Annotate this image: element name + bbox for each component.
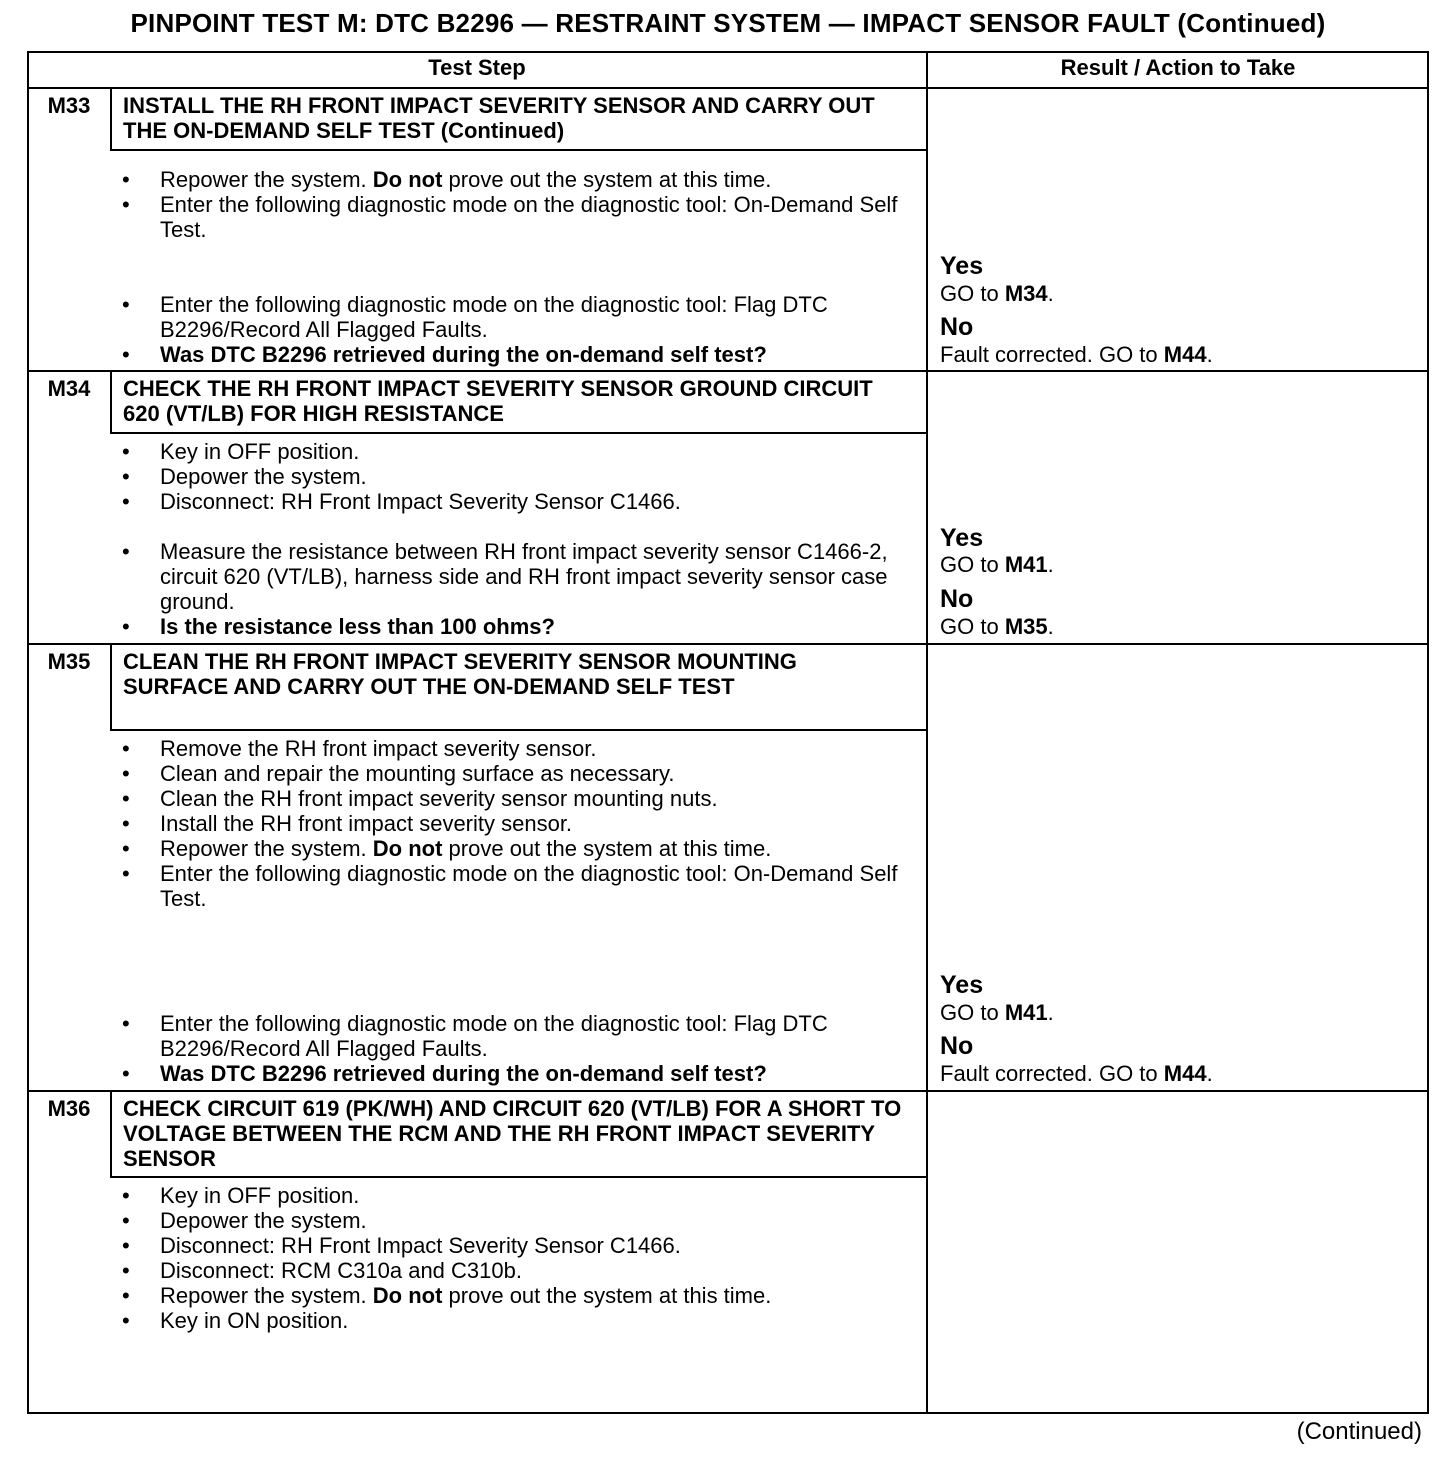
row-divider	[27, 1090, 1429, 1092]
row-divider	[27, 643, 1429, 645]
id-divider	[110, 89, 112, 150]
title-divider	[110, 1176, 926, 1178]
step-title-m34: CHECK THE RH FRONT IMPACT SEVERITY SENSOR GROUND CIRCUIT 620 (VT/LB) FOR HIGH RESISTANCE	[123, 376, 873, 426]
id-divider	[110, 1092, 112, 1177]
yes-label: Yes	[940, 252, 984, 280]
header-test-step: Test Step	[428, 55, 526, 80]
step-title-m36: CHECK CIRCUIT 619 (PK/WH) AND CIRCUIT 620 (VT/LB) FOR A SHORT TO VOLTAGE BETWEEN THE RCM AND THE RH FRONT IMPACT SEVERITY SENSOR	[123, 1096, 902, 1171]
header-result-action: Result / Action to Take	[1060, 55, 1296, 80]
id-divider	[110, 645, 112, 730]
header-divider	[27, 87, 1429, 89]
no-label: No	[940, 585, 974, 613]
title-divider	[110, 149, 926, 151]
step-id-m35: M35	[47, 649, 91, 674]
id-divider	[110, 372, 112, 433]
step-id-m34: M34	[47, 376, 91, 401]
yes-action: GO to M34.	[940, 281, 1054, 306]
title-divider	[110, 432, 926, 434]
step-title-m35: CLEAN THE RH FRONT IMPACT SEVERITY SENSOR MOUNTING SURFACE AND CARRY OUT THE ON-DEMAND SELF TEST	[123, 649, 797, 699]
step-title-m33: INSTALL THE RH FRONT IMPACT SEVERITY SENSOR AND CARRY OUT THE ON-DEMAND SELF TEST (Continued)	[123, 93, 875, 143]
title-divider	[110, 729, 926, 731]
step-id-m33: M33	[47, 93, 91, 118]
step-id-m36: M36	[47, 1096, 91, 1121]
no-label: No	[940, 1032, 974, 1060]
row-divider	[27, 370, 1429, 372]
column-divider	[926, 51, 928, 1414]
yes-action: GO to M41.	[940, 1000, 1054, 1025]
no-action: GO to M35.	[940, 614, 1054, 639]
continued-note: (Continued)	[1296, 1418, 1422, 1445]
yes-label: Yes	[940, 971, 984, 999]
yes-action: GO to M41.	[940, 552, 1054, 577]
no-label: No	[940, 313, 974, 341]
no-action: Fault corrected. GO to M44.	[940, 1061, 1213, 1086]
page-title: PINPOINT TEST M: DTC B2296 — RESTRAINT SYSTEM — IMPACT SENSOR FAULT (Continued)	[130, 8, 1326, 38]
no-action: Fault corrected. GO to M44.	[940, 342, 1213, 367]
yes-label: Yes	[940, 524, 984, 552]
